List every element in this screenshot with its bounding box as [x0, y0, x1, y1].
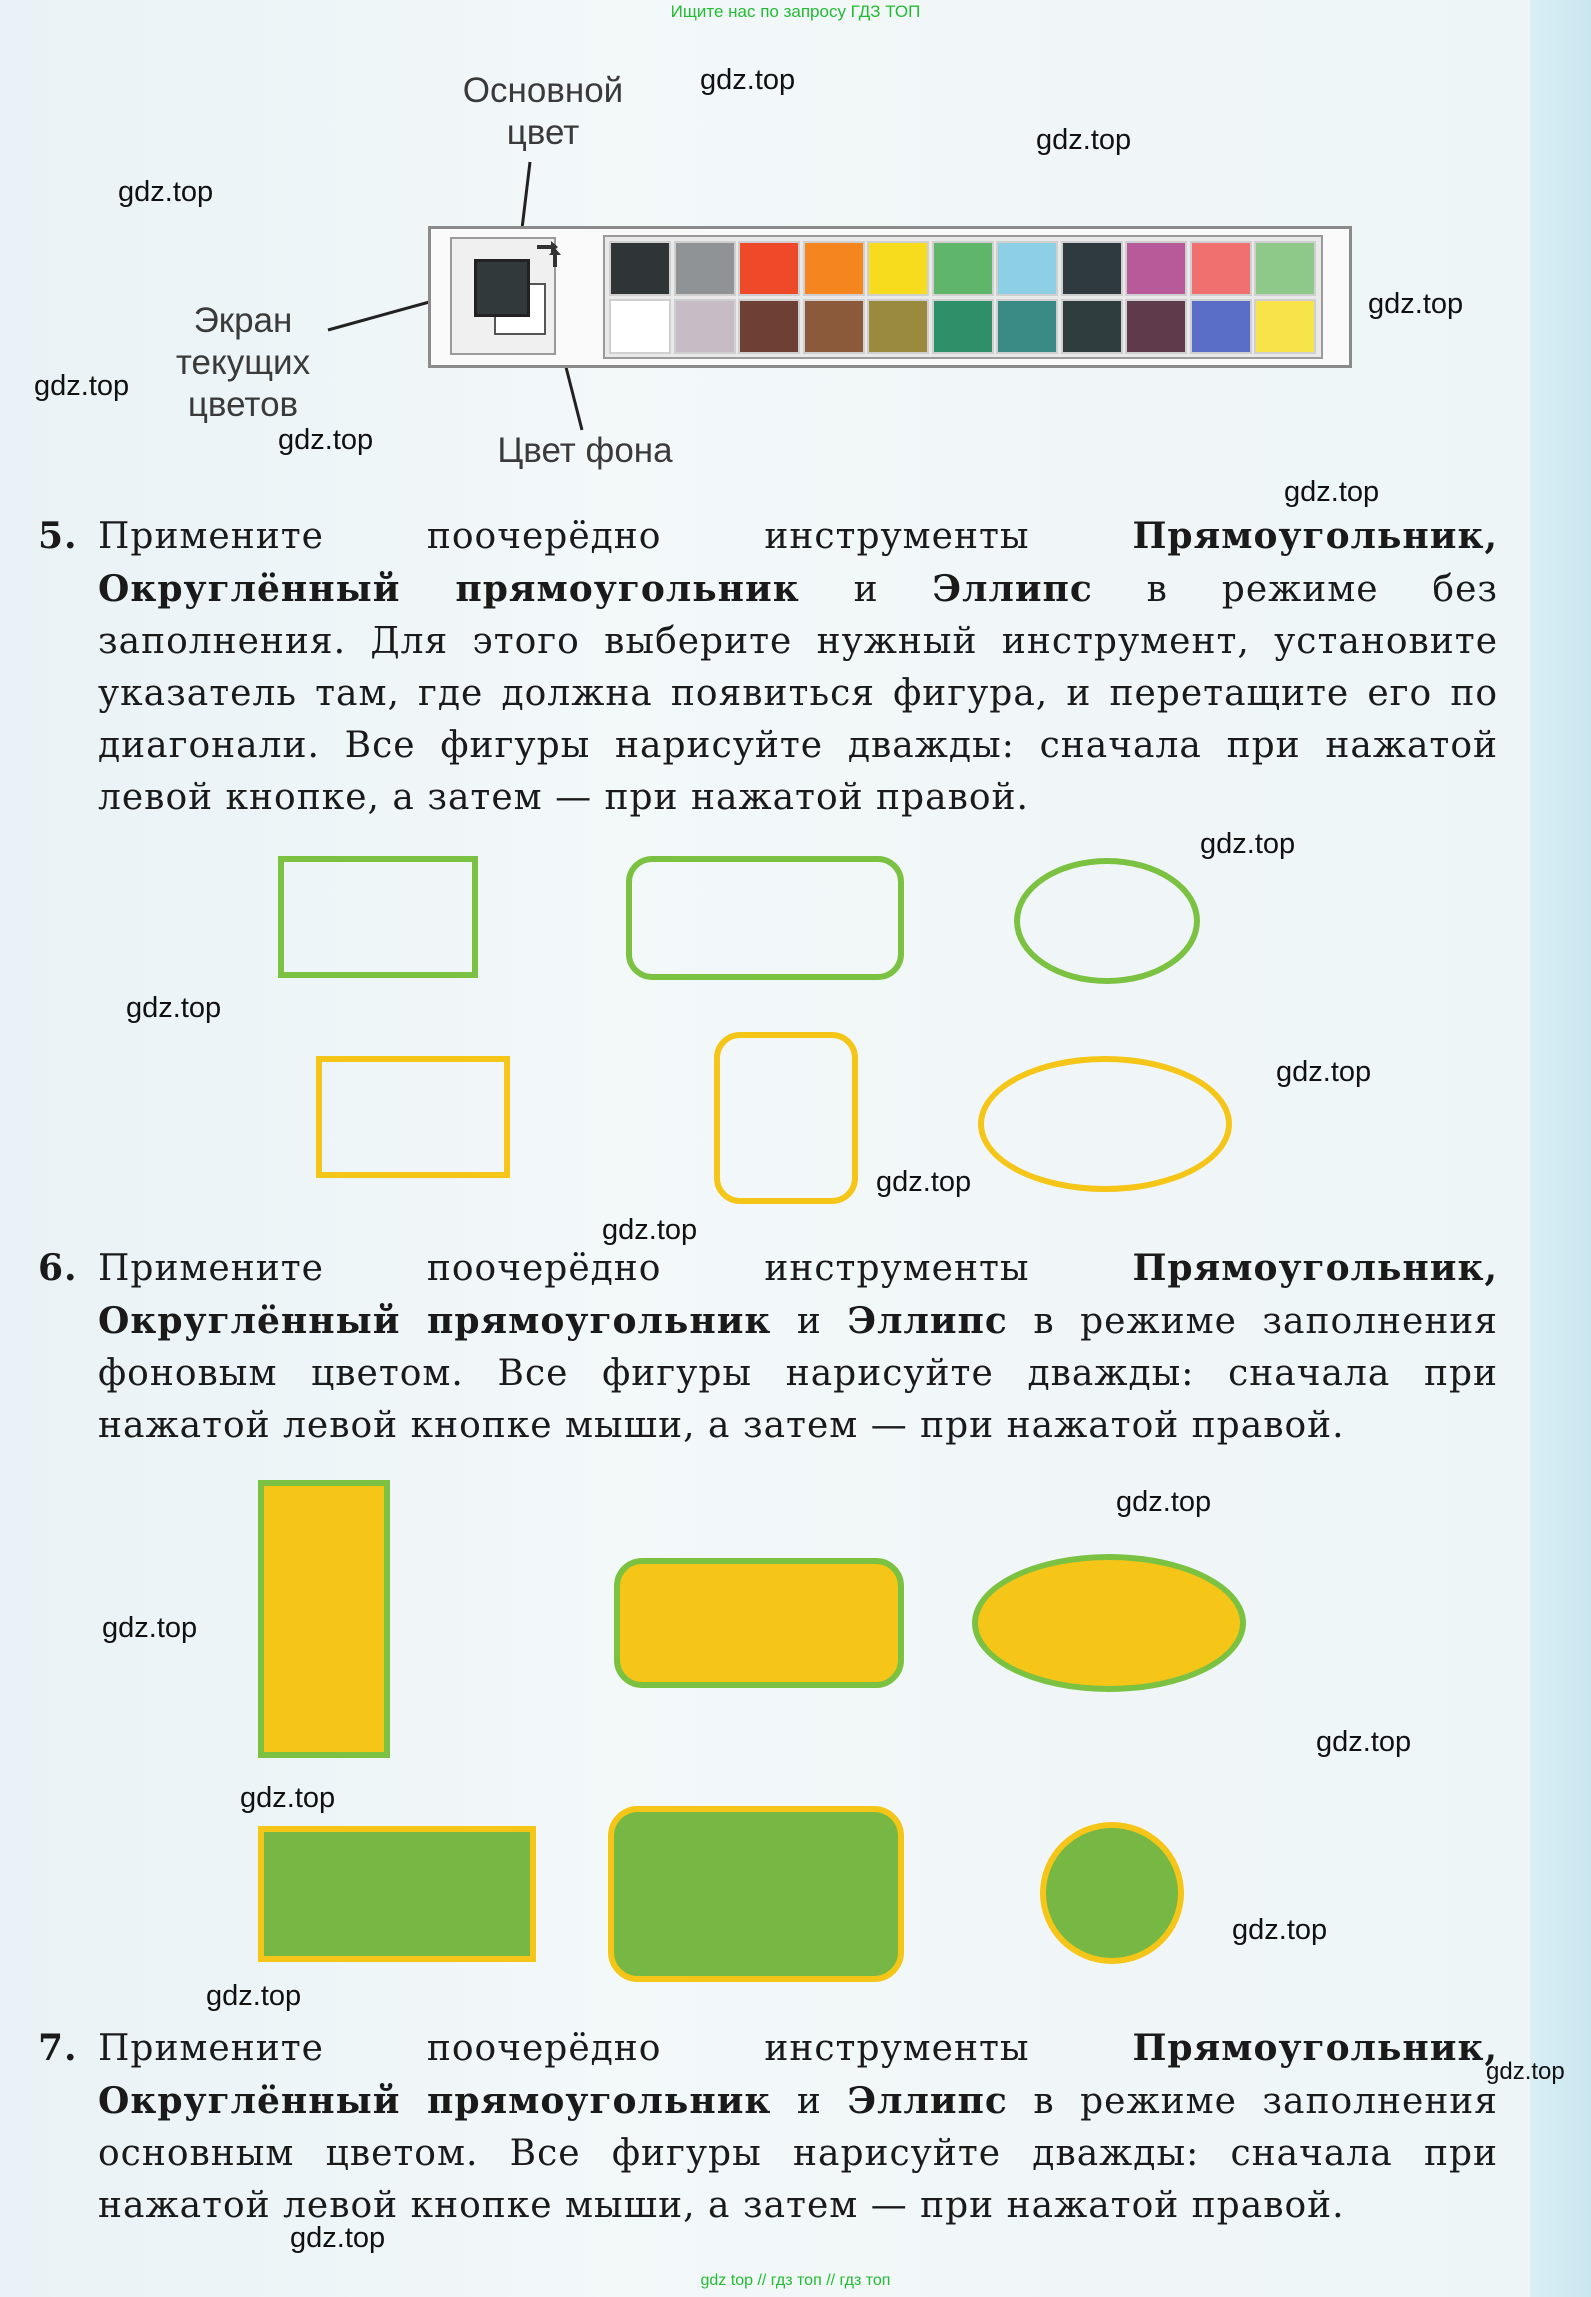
palette-color-cell[interactable] [932, 241, 994, 296]
watermark: gdz.top [1486, 2058, 1565, 2085]
rectangle-outline-yellow [316, 1056, 510, 1178]
watermark: gdz.top [290, 2222, 386, 2254]
watermark: gdz.top [700, 64, 796, 96]
palette-color-cell[interactable] [1061, 241, 1123, 296]
palette-color-cell[interactable] [674, 241, 736, 296]
palette-color-cell[interactable] [1254, 241, 1316, 296]
palette-color-cell[interactable] [1125, 241, 1187, 296]
rounded-rectangle-outline-green [626, 856, 904, 980]
palette-color-cell[interactable] [1190, 241, 1252, 296]
rectangle-filled-green [258, 1826, 536, 1962]
palette-color-cell[interactable] [996, 299, 1058, 354]
rectangle-filled-yellow [258, 1480, 390, 1758]
rounded-rectangle-outline-yellow [714, 1032, 858, 1204]
watermark: gdz.top [1316, 1726, 1412, 1758]
rounded-rectangle-filled-yellow [614, 1558, 904, 1688]
watermark: gdz.top [240, 1782, 336, 1814]
ellipse-outline-green [1014, 858, 1200, 984]
watermark: gdz.top [126, 992, 222, 1024]
watermark: gdz.top [602, 1214, 698, 1246]
footer-note: gdz top // гдз топ // гдз топ [700, 2272, 891, 2289]
task-text: Примените поочерёдно инструменты Прямоугольник, Округлённый прямоугольник и Эллипс в режиме без заполнения. Для этого выберите нужный инструмент, установите указатель там, где должна появиться фигура, и перетащите его по диагонали. Все фигуры нарисуйте дважды: сначала при нажатой левой кнопке, а затем — при нажатой правой. [98, 515, 1499, 818]
watermark: gdz.top [206, 1980, 302, 2012]
watermark: gdz.top [1232, 1914, 1328, 1946]
palette-color-cell[interactable] [674, 299, 736, 354]
ellipse-filled-yellow [972, 1554, 1246, 1692]
watermark: gdz.top [102, 1612, 198, 1644]
task-number: 6. [38, 1247, 78, 1289]
watermark: gdz.top [34, 370, 130, 402]
color-grid [603, 235, 1323, 359]
watermark: gdz.top [1276, 1056, 1372, 1088]
ellipse-outline-yellow [978, 1056, 1232, 1192]
palette-color-cell[interactable] [738, 241, 800, 296]
task-text: Примените поочерёдно инструменты Прямоугольник, Округлённый прямоугольник и Эллипс в режиме заполнения фоновым цветом. Все фигуры нарисуйте дважды: сначала при нажатой левой кнопке мыши, а затем — при нажатой правой. [98, 1247, 1499, 1446]
palette-color-cell[interactable] [867, 241, 929, 296]
palette-color-cell[interactable] [932, 299, 994, 354]
rectangle-outline-green [278, 856, 478, 978]
palette-color-cell[interactable] [1254, 299, 1316, 354]
palette-color-cell[interactable] [738, 299, 800, 354]
palette-color-cell[interactable] [1190, 299, 1252, 354]
watermark: gdz.top [1036, 124, 1132, 156]
circle-filled-green [1040, 1822, 1184, 1964]
palette-color-cell[interactable] [867, 299, 929, 354]
palette-color-cell[interactable] [996, 241, 1058, 296]
palette-color-cell[interactable] [803, 299, 865, 354]
label-main-color: Основной цвет [462, 71, 624, 152]
task-5 [38, 510, 1498, 824]
watermark: gdz.top [1200, 828, 1296, 860]
watermark: gdz.top [1368, 288, 1464, 320]
watermark: gdz.top [118, 176, 214, 208]
watermark: gdz.top [1116, 1486, 1212, 1518]
palette-color-cell[interactable] [1125, 299, 1187, 354]
palette-color-cell[interactable] [609, 299, 671, 354]
watermark: gdz.top [1284, 476, 1380, 508]
task-text: Примените поочерёдно инструменты Прямоугольник, Округлённый прямоугольник и Эллипс в режиме заполнения основным цветом. Все фигуры нарисуйте дважды: сначала при нажатой левой кнопке мыши, а затем — при нажатой правой. [98, 2027, 1499, 2226]
palette-color-cell[interactable] [803, 241, 865, 296]
watermark: gdz.top [876, 1166, 972, 1198]
rounded-rectangle-filled-green [608, 1806, 904, 1982]
task-number: 7. [38, 2027, 78, 2069]
label-background-color: Цвет фона [497, 431, 673, 470]
task-number: 5. [38, 515, 78, 557]
palette-color-cell[interactable] [1061, 299, 1123, 354]
color-palette [428, 226, 1352, 368]
watermark: gdz.top [278, 424, 374, 456]
palette-color-cell[interactable] [609, 241, 671, 296]
header-note: Ищите нас по запросу ГДЗ ТОП [670, 2, 921, 21]
task-6 [38, 1242, 1498, 1452]
task-7 [38, 2022, 1498, 2232]
label-current-colors: Экран текущих цветов [175, 301, 311, 424]
foreground-color-swatch[interactable] [474, 259, 530, 317]
swap-colors-icon[interactable] [531, 237, 565, 271]
